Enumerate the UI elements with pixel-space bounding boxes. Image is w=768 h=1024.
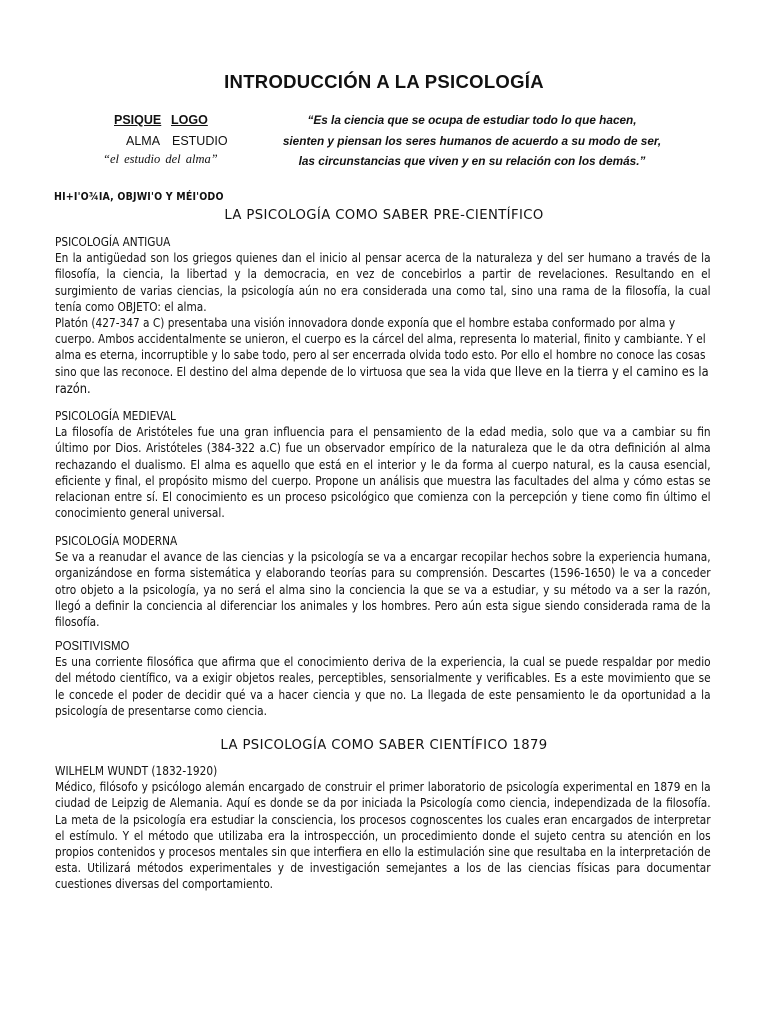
paragraph: Se va a reanudar el avance de las ciencias y la psicología se va a encargar recopilar hechos sobre la experiencia humana, organizándose en forma sistemática y elaborando teorías para su comprensión. Descartes (1596-1650) le va a conceder otro objeto a la psicología, ya no será el alma sino la conciencia la que se va a estudiar, y su método va a ser la razón, llegó a definir la conciencia al diferenciar los animales y los hombres. Pero aún esta sigue siendo considerada rama de la filosofía. [55, 550, 711, 630]
paragraph-text: Platón (427-347 a C) presentaba una visión innovadora donde exponía que el hombre estaba conformado por alma y cuerpo. Ambos accidentalmente se unieron, el cuerpo es la cárcel del alma, representa lo material, finito y cambiante. Y el alma es eterna, incorruptible y lo sabe todo, pero al ser encerrada olvida todo esto. Por ello el hombre no conoce las cosas sino que las reconoce. El destino del alma depende de lo virtuosa que sea la vida [55, 316, 706, 379]
paragraph: La filosofía de Aristóteles fue una gran influencia para el pensamiento de la edad media, solo que va a cambiar su fin último por Dios. Aristóteles (384-322 a.C) fue un observador empírico de la naturaleza que le da otra definición al alma rechazando el dualismo. El alma es aquello que está en el interior y le da forma al cuerpo natural, es la causa esencial, eficiente y final, el propósito mismo del cuerpo. Propone un análisis que muestra las facultades del alma y cómo estas se relacionan entre sí. El conocimiento es un proceso psicológico que comienza con la percepción y tiene como fin último el conocimiento general universal. [55, 425, 711, 521]
etymology-psique: PSIQUE [114, 113, 162, 127]
definition-quote [262, 110, 682, 172]
section-moderna [55, 533, 711, 630]
paragraph: Es una corriente filosófica que afirma que el conocimiento deriva de la experiencia, la cual se puede respaldar por medio del método científico, va a exigir objetos reales, perceptibles, sensorialmente y verificables. Es a este movimiento que se le concede el poder de decidir qué va a hacer ciencia y que no. La llegada de este pensamiento le da oportunidad a la psicología de presentarse como ciencia. [55, 655, 711, 718]
subheading-moderna: PSICOLOGÍA MODERNA [55, 534, 178, 548]
heading-pre-cientifico: LA PSICOLOGÍA COMO SABER PRE-CIENTÍFICO [224, 208, 544, 223]
paragraph: Médico, filósofo y psicólogo alemán encargado de construir el primer laboratorio de psicología experimental en 1879 en la ciudad de Leipzig de Alemania. Aquí es donde se da por iniciada la Psicología como ciencia, independizada de la filosofía. La meta de la psicología era estudiar la consciencia, los procesos cognoscentes los cuales eran encargados de interpretar el estímulo. Y el método que utilizaba era la introspección, un procedimiento donde el sujeto centra su atención en los propios contenidos y procesos mentales sin que interfiera en ello la estimulación sine que resultaba en la interpretación de esta. Utilizará métodos experimentales y de investigación semejantes a los de las ciencias físicas para documentar cuestiones diversas del comportamiento. [55, 780, 711, 892]
paragraph: En la antigüedad son los griegos quienes dan el inicio al pensar acerca de la naturaleza y del ser humano a través de la filosofía, la ciencia, la libertad y la democracia, en vez de concebirlos a partir de revelaciones. Resultando en el surgimiento de varias ciencias, la psicología aún no era considerada una como tal, sino una rama de la filosofía, la cual tenía como OBJETO: el alma. [55, 251, 711, 314]
paragraph-text: que lleve en la tierra y el camino es la razón. [55, 364, 709, 397]
section-positivismo [55, 638, 711, 719]
etymology-logo: LOGO [171, 113, 208, 127]
section-label: HI+I'O¾IA, OBJWI'O Y MÉI'ODO [54, 190, 224, 203]
etymology-estudio: ESTUDIO [172, 134, 228, 148]
section-antigua [55, 234, 711, 398]
subheading-positivismo: POSITIVISMO [55, 638, 130, 653]
etymology-alma: ALMA [126, 134, 161, 148]
section-medieval [55, 408, 711, 521]
etymology-meaning: “el estudio del alma” [103, 152, 218, 166]
subheading-antigua: PSICOLOGÍA ANTIGUA [55, 235, 171, 249]
subheading-wundt: WILHELM WUNDT (1832-1920) [55, 764, 218, 778]
subheading-medieval: PSICOLOGÍA MEDIEVAL [55, 409, 176, 423]
definition-line: “Es la ciencia que se ocupa de estudiar todo lo que hacen, [307, 113, 637, 127]
definition-line: las circunstancias que viven y en su relación con los demás.” [298, 154, 646, 168]
heading-cientifico: LA PSICOLOGÍA COMO SABER CIENTÍFICO 1879 [220, 738, 548, 753]
paragraph [55, 315, 711, 398]
section-wundt [55, 763, 711, 893]
page-title: INTRODUCCIÓN A LA PSICOLOGÍA [224, 71, 544, 92]
definition-line: sienten y piensan los seres humanos de acuerdo a su modo de ser, [282, 133, 662, 148]
